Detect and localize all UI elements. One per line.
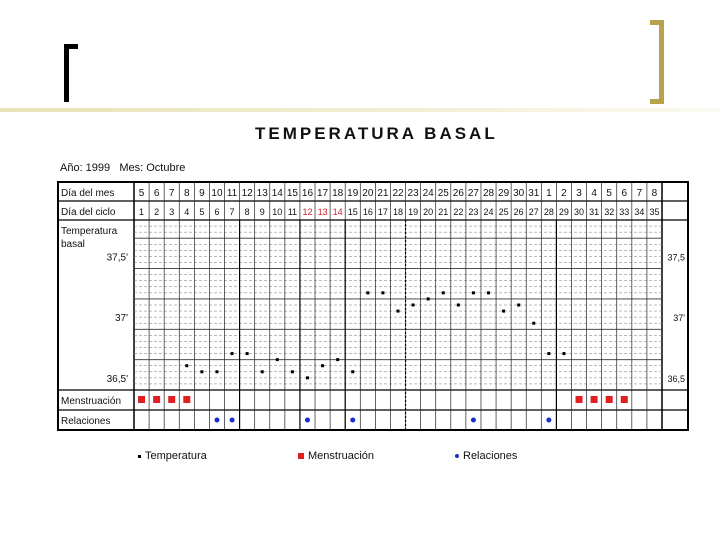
menstruation-row-label: Menstruación bbox=[61, 396, 122, 407]
day-of-month-cell: 7 bbox=[168, 188, 175, 199]
day-of-cycle-cell: 6 bbox=[214, 207, 220, 217]
day-of-month-cell: 13 bbox=[256, 188, 268, 199]
temperature-point bbox=[472, 291, 475, 294]
day-of-cycle-cell: 27 bbox=[528, 207, 539, 217]
day-of-cycle-cell: 30 bbox=[574, 207, 585, 217]
relation-mark bbox=[471, 418, 476, 423]
day-of-cycle-cell: 34 bbox=[634, 207, 645, 217]
day-of-month-cell: 7 bbox=[636, 188, 643, 199]
temperature-point bbox=[351, 370, 354, 373]
day-of-cycle-cell: 18 bbox=[392, 207, 404, 217]
day-of-month-cell: 21 bbox=[377, 188, 389, 199]
relations-marker-icon bbox=[455, 454, 459, 458]
legend-menstruation-label: Menstruación bbox=[308, 450, 375, 462]
temperature-point bbox=[366, 291, 369, 294]
day-of-month-cell: 1 bbox=[546, 188, 552, 199]
day-of-month-cell: 24 bbox=[422, 188, 434, 199]
row-label-day-of-month: Día del mes bbox=[61, 188, 115, 199]
day-of-month-cell: 8 bbox=[184, 188, 190, 199]
chart-title: TEMPERATURA BASAL bbox=[255, 124, 498, 143]
day-of-cycle-cell: 13 bbox=[317, 207, 328, 217]
day-of-cycle-cell: 25 bbox=[498, 207, 509, 217]
temperature-point bbox=[562, 352, 565, 355]
day-of-cycle-cell: 12 bbox=[302, 207, 313, 217]
day-of-month-cell: 23 bbox=[407, 188, 419, 199]
day-of-cycle-cell: 32 bbox=[604, 207, 615, 217]
relation-mark bbox=[546, 418, 551, 423]
day-of-month-cell: 10 bbox=[211, 188, 223, 199]
relation-mark bbox=[350, 418, 355, 423]
temperature-point bbox=[321, 364, 324, 367]
day-of-month-cell: 28 bbox=[482, 188, 495, 199]
menstruation-mark bbox=[576, 396, 583, 403]
legend-relations-label: Relaciones bbox=[463, 450, 518, 462]
day-of-month-cell: 18 bbox=[332, 188, 344, 199]
day-of-cycle-cell: 16 bbox=[362, 207, 373, 217]
day-of-month-cell: 20 bbox=[362, 188, 374, 199]
day-of-cycle-cell: 22 bbox=[453, 207, 464, 217]
legend-temperature-label: Temperatura bbox=[145, 450, 207, 462]
temperature-point bbox=[502, 310, 505, 313]
day-of-cycle-cell: 7 bbox=[229, 207, 235, 217]
day-of-month-cell: 31 bbox=[528, 188, 540, 199]
temperature-point bbox=[397, 310, 400, 313]
temperature-label-line1: Temperatura bbox=[61, 226, 118, 237]
day-of-cycle-cell: 21 bbox=[438, 207, 449, 217]
right-scale-label: 37,5 bbox=[667, 252, 685, 263]
temperature-point bbox=[200, 370, 203, 373]
day-of-cycle-cell: 1 bbox=[139, 207, 145, 217]
day-of-month-cell: 15 bbox=[286, 188, 298, 199]
left-scale-label: 36,5' bbox=[106, 373, 128, 385]
day-of-month-cell: 8 bbox=[651, 188, 658, 199]
right-scale-label: 37' bbox=[673, 313, 685, 324]
day-of-cycle-cell: 29 bbox=[558, 207, 569, 217]
temperature-label-line2: basal bbox=[61, 239, 85, 250]
day-of-month-cell: 11 bbox=[226, 188, 238, 199]
day-of-month-cell: 22 bbox=[392, 188, 404, 199]
left-scale-label: 37,5' bbox=[106, 252, 128, 264]
day-of-month-cell: 5 bbox=[606, 188, 612, 199]
temperature-point bbox=[246, 352, 249, 355]
temperature-point bbox=[457, 304, 460, 307]
day-of-cycle-cell: 20 bbox=[423, 207, 434, 217]
day-of-cycle-cell: 10 bbox=[272, 207, 283, 217]
day-of-month-cell: 12 bbox=[241, 188, 253, 199]
day-of-month-cell: 9 bbox=[199, 188, 205, 199]
day-of-month-cell: 26 bbox=[452, 188, 464, 199]
day-of-month-cell: 17 bbox=[317, 188, 329, 199]
day-of-cycle-cell: 11 bbox=[287, 207, 298, 217]
legend-relations bbox=[455, 450, 517, 462]
menstruation-mark bbox=[153, 396, 160, 403]
day-of-month-cell: 5 bbox=[138, 188, 145, 199]
relation-mark bbox=[305, 418, 310, 423]
temperature-point bbox=[185, 364, 188, 367]
temperature-point bbox=[231, 352, 234, 355]
menstruation-mark bbox=[621, 396, 628, 403]
day-of-month-cell: 29 bbox=[498, 188, 510, 199]
day-of-month-cell: 30 bbox=[513, 188, 525, 199]
day-of-month-cell: 2 bbox=[561, 188, 567, 199]
table-frame bbox=[58, 182, 688, 430]
day-of-cycle-cell: 15 bbox=[347, 207, 358, 217]
menstruation-square-icon bbox=[298, 453, 304, 459]
menstruation-mark bbox=[183, 396, 190, 403]
right-scale-label: 36,5 bbox=[667, 373, 685, 384]
relation-mark bbox=[230, 418, 235, 423]
left-scale-label: 37' bbox=[114, 313, 128, 325]
day-of-month-cell: 14 bbox=[271, 188, 283, 199]
menstruation-mark bbox=[138, 396, 145, 403]
day-of-month-cell: 19 bbox=[347, 188, 359, 199]
temperature-point bbox=[412, 304, 415, 307]
temperature-dot-icon bbox=[138, 455, 141, 458]
temperature-point bbox=[336, 358, 339, 361]
day-of-cycle-cell: 19 bbox=[408, 207, 419, 217]
temperature-point bbox=[291, 370, 294, 373]
menstruation-mark bbox=[168, 396, 175, 403]
day-of-cycle-cell: 23 bbox=[468, 207, 479, 217]
temperature-point bbox=[261, 370, 264, 373]
menstruation-mark bbox=[606, 396, 613, 403]
day-of-month-cell: 3 bbox=[576, 188, 582, 199]
day-of-cycle-cell: 33 bbox=[619, 207, 630, 217]
day-of-cycle-cell: 3 bbox=[169, 207, 175, 217]
month-label: Mes: Octubre bbox=[119, 162, 186, 174]
temperature-point bbox=[442, 291, 445, 294]
relations-row-label: Relaciones bbox=[61, 416, 111, 427]
relation-mark bbox=[214, 418, 219, 423]
day-of-month-cell: 27 bbox=[467, 188, 479, 199]
temperature-point bbox=[547, 352, 550, 355]
day-of-month-cell: 25 bbox=[437, 188, 449, 199]
legend-menstruation bbox=[298, 450, 374, 462]
day-of-month-cell: 6 bbox=[153, 188, 160, 199]
day-of-cycle-cell: 2 bbox=[154, 207, 160, 217]
temperature-point bbox=[215, 370, 218, 373]
temperature-point bbox=[487, 291, 490, 294]
temperature-point bbox=[532, 322, 535, 325]
day-of-month-cell: 16 bbox=[301, 188, 314, 199]
day-of-cycle-cell: 26 bbox=[513, 207, 524, 217]
year-label: Año: 1999 bbox=[60, 162, 111, 174]
day-of-cycle-cell: 17 bbox=[377, 207, 388, 217]
day-of-cycle-cell: 24 bbox=[483, 207, 494, 217]
temperature-point bbox=[276, 358, 279, 361]
day-of-cycle-cell: 35 bbox=[649, 207, 660, 217]
day-of-cycle-cell: 14 bbox=[332, 207, 343, 217]
day-of-cycle-cell: 5 bbox=[199, 207, 205, 217]
day-of-cycle-cell: 31 bbox=[589, 207, 600, 217]
temperature-point bbox=[381, 291, 384, 294]
legend-temperature bbox=[138, 450, 207, 462]
day-of-cycle-cell: 28 bbox=[543, 207, 554, 217]
day-of-month-cell: 6 bbox=[621, 188, 628, 199]
temperature-point bbox=[517, 304, 520, 307]
day-of-cycle-cell: 4 bbox=[184, 207, 190, 217]
day-of-month-cell: 4 bbox=[591, 188, 597, 199]
day-of-cycle-cell: 9 bbox=[259, 207, 265, 217]
temperature-point bbox=[427, 297, 430, 300]
day-of-cycle-cell: 8 bbox=[244, 207, 250, 217]
row-label-day-of-cycle: Día del ciclo bbox=[61, 207, 116, 218]
menstruation-mark bbox=[591, 396, 598, 403]
temperature-point bbox=[306, 376, 309, 379]
